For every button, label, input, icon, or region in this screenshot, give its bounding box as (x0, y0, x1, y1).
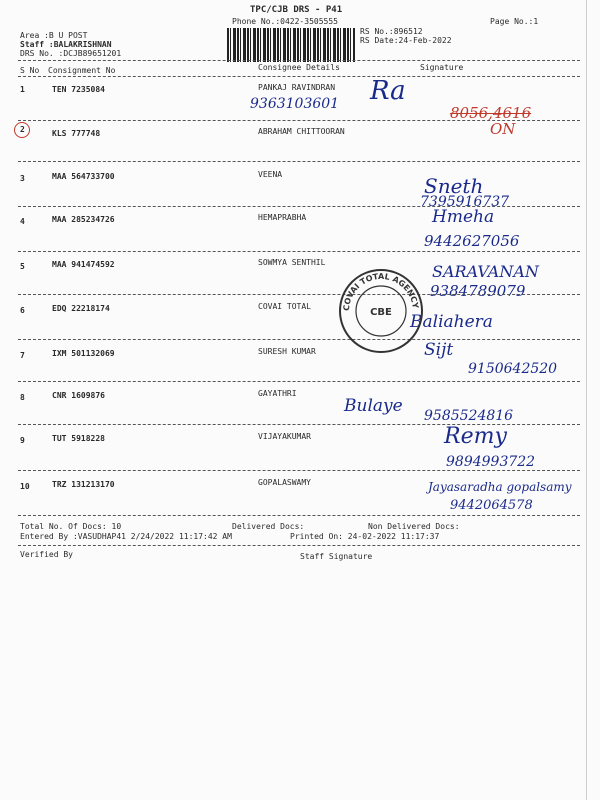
row-divider (18, 381, 580, 382)
row-consignment: KLS 777748 (52, 129, 101, 138)
printed-on: Printed On: 24-02-2022 11:17:37 (290, 532, 440, 541)
stamp-text: COVAI TOTAL AGENCY (341, 271, 420, 312)
row-consignee: COVAI TOTAL (258, 302, 311, 311)
row-signature: SARAVANAN (432, 262, 539, 281)
row-divider (18, 161, 580, 162)
stamp-center: CBE (370, 307, 392, 318)
row-consignee: GAYATHRI (258, 389, 297, 398)
row-consignment: EDQ 22218174 (52, 304, 110, 313)
row-consignee: VIJAYAKUMAR (258, 432, 311, 441)
row-sno: 3 (20, 174, 25, 183)
rs-date: RS Date:24-Feb-2022 (360, 36, 452, 45)
row-phone-handwritten: 9384789079 (430, 282, 526, 300)
row-phone-handwritten: 9442064578 (450, 498, 533, 513)
row-consignee: VEENA (258, 170, 283, 179)
col-sno: S No (20, 66, 40, 75)
phone-number: Phone No.:0422-3505555 (232, 17, 338, 26)
row-signature: Sijt (424, 340, 454, 360)
page-edge (586, 0, 587, 800)
row-signature: Jayasaradha gopalsamy (428, 480, 572, 494)
row-consignment: TRZ 131213170 (52, 480, 115, 489)
delivered-docs: Delivered Docs: (232, 522, 305, 531)
row-phone-handwritten: 9442627056 (424, 232, 520, 250)
row-divider (18, 339, 580, 340)
row-consignee: ABRAHAM CHITTOORAN (258, 127, 345, 136)
col-signature: Signature (420, 63, 464, 72)
row-sno: 10 (20, 482, 30, 491)
entered-by: Entered By :VASUDHAP41 2/24/2022 11:17:42 AM (20, 532, 232, 541)
row-consignment: IXM 501132069 (52, 349, 115, 358)
row-phone-handwritten: 8056,4616 (450, 104, 532, 122)
row-sno: 6 (20, 306, 25, 315)
row-signature: ON (490, 120, 516, 138)
row-sno: 2 (20, 125, 25, 134)
row-consignment: MAA 285234726 (52, 215, 115, 224)
row-phone-handwritten: 9363103601 (250, 96, 340, 112)
non-delivered-docs: Non Delivered Docs: (368, 522, 460, 531)
row-sno: 4 (20, 217, 25, 226)
svg-text:COVAI TOTAL AGENCY (342, 272, 420, 311)
row-sno: 9 (20, 436, 25, 445)
row-divider (18, 294, 580, 295)
row-consignee: HEMAPRABHA (258, 213, 307, 222)
barcode (227, 28, 355, 62)
row-signature: Remy (444, 424, 507, 449)
row-consignment: TEN 7235084 (52, 85, 105, 94)
doc-title: TPC/CJB DRS - P41 (250, 5, 343, 15)
row-consignment: MAA 941474592 (52, 260, 115, 269)
footer-rule (18, 545, 580, 546)
agency-stamp (338, 268, 424, 354)
row-sno: 5 (20, 262, 25, 271)
row-sno: 8 (20, 393, 25, 402)
row-signature: Bulaye (344, 396, 403, 416)
row-consignment: TUT 5918228 (52, 434, 105, 443)
staff-label: Staff :BALAKRISHNAN (20, 40, 112, 49)
row-phone-handwritten: 7395916737 (420, 194, 510, 210)
row-divider (18, 206, 580, 207)
row-phone-handwritten: 9585524816 (424, 408, 514, 424)
row-consignee: PANKAJ RAVINDRAN (258, 83, 336, 92)
row-signature: Baliahera (410, 312, 493, 332)
row-consignee: SURESH KUMAR (258, 347, 316, 356)
row-signature: Ra (370, 76, 406, 106)
verified-by: Verified By (20, 550, 73, 559)
col-consignment: Consignment No (48, 66, 116, 75)
row-consignee: GOPALASWAMY (258, 478, 311, 487)
page-number: Page No.:1 (490, 17, 539, 26)
total-docs: Total No. Of Docs: 10 (20, 522, 122, 531)
header-rule-top (18, 60, 580, 61)
area-label: Area :B U POST (20, 31, 88, 40)
row-consignment: MAA 564733700 (52, 172, 115, 181)
row-sno: 1 (20, 85, 25, 94)
row-signature: Hmeha (432, 207, 495, 227)
row-phone-handwritten: 9894993722 (446, 454, 536, 470)
row-signature: Sneth (424, 174, 484, 198)
staff-signature-label: Staff Signature (300, 552, 373, 561)
col-consignee: Consignee Details (258, 63, 340, 72)
row-phone-handwritten: 9150642520 (468, 361, 558, 377)
rs-number: RS No.:896512 (360, 27, 423, 36)
drs-number: DRS No. :DCJB89651201 (20, 49, 122, 58)
row-divider (18, 251, 580, 252)
row-consignment: CNR 1609876 (52, 391, 105, 400)
header-rule-bottom (18, 76, 580, 77)
row-sno: 7 (20, 351, 25, 360)
row-divider (18, 470, 580, 471)
row-consignee: SOWMYA SENTHIL (258, 258, 326, 267)
row-divider (18, 515, 580, 516)
